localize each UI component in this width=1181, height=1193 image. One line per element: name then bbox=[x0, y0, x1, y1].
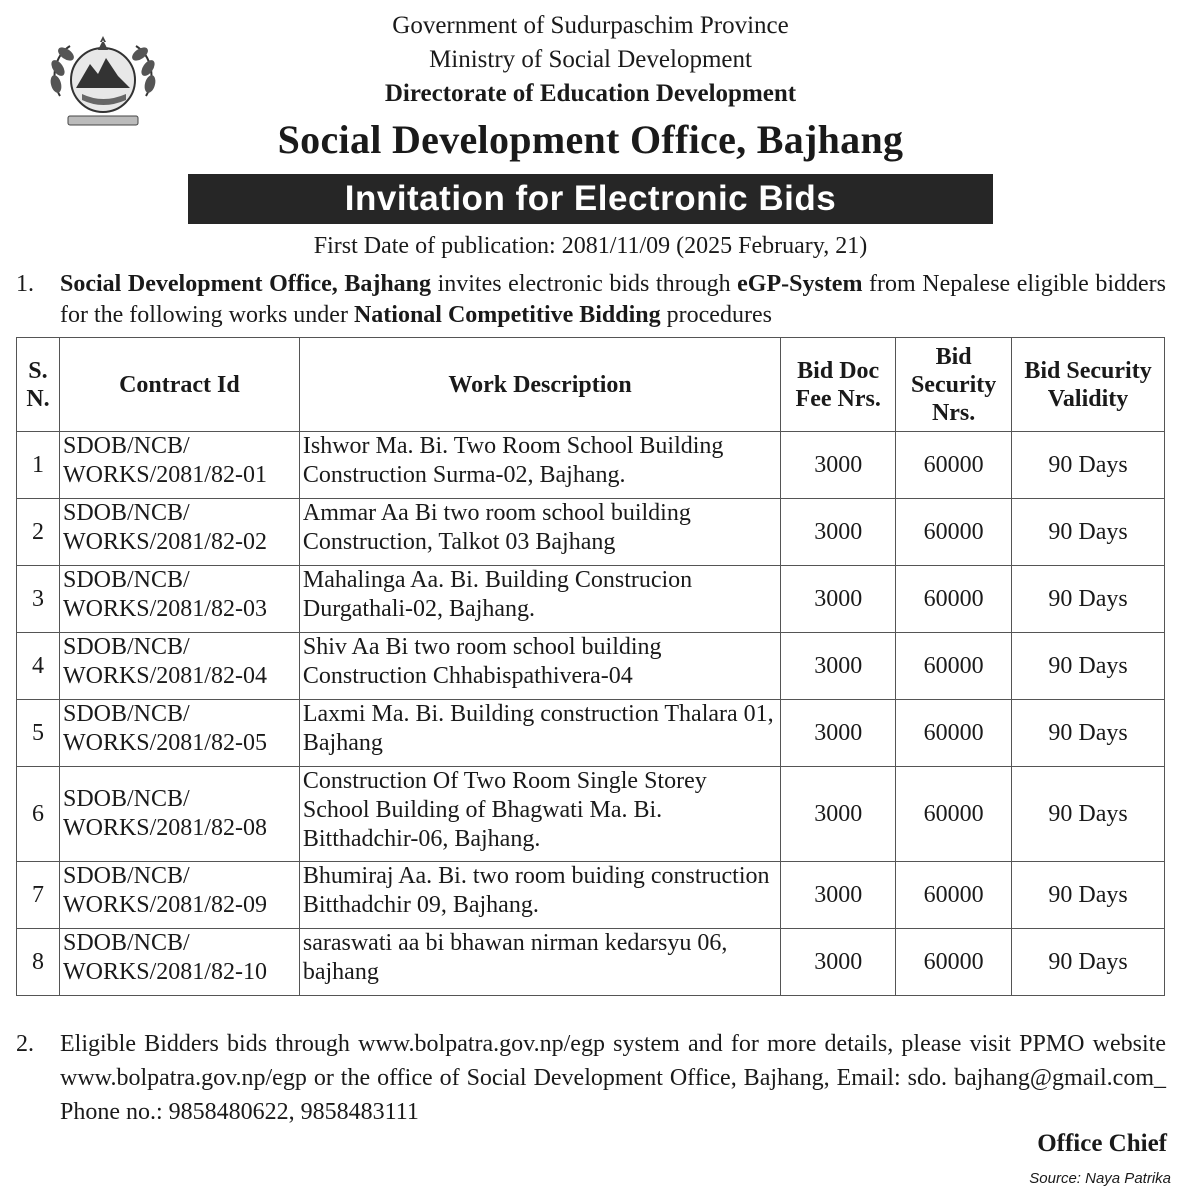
cell-work-description: Construction Of Two Room Single Storey School Building of Bhagwati Ma. Bi. Bitthadchir-06, Bajhang. bbox=[299, 767, 780, 862]
directorate-name: Directorate of Education Development bbox=[384, 80, 797, 107]
cell-bid-doc-fee: 3000 bbox=[781, 432, 896, 499]
cell-validity: 90 Days bbox=[1012, 767, 1165, 862]
cell-bid-doc-fee: 3000 bbox=[781, 767, 896, 862]
cell-bid-doc-fee: 3000 bbox=[781, 700, 896, 767]
cell-work-description: Bhumiraj Aa. Bi. two room buiding construction Bitthadchir 09, Bajhang. bbox=[299, 862, 780, 929]
cell-validity: 90 Days bbox=[1012, 929, 1165, 996]
cell-bid-security: 60000 bbox=[896, 767, 1012, 862]
table-row bbox=[17, 767, 1165, 862]
table-row bbox=[17, 499, 1165, 566]
ministry-name: Ministry of Social Development bbox=[429, 46, 752, 73]
cell-contract-id: SDOB/NCB/ WORKS/2081/82-01 bbox=[59, 432, 299, 499]
ncb-bold: National Competitive Bidding bbox=[353, 302, 661, 328]
cell-bid-security: 60000 bbox=[896, 432, 1012, 499]
invitation-text: procedures bbox=[660, 302, 772, 328]
office-title: Social Development Office, Bajhang bbox=[277, 117, 904, 162]
invitation-text: from Nepalese eligible bidders for the following works under bbox=[60, 271, 1166, 328]
cell-bid-security: 60000 bbox=[896, 862, 1012, 929]
details-text: Eligible Bidders bids through www.bolpatra.gov.np/egp system and for more details, please visit PPMO website www.bolpatra.gov.np/egp or the office of Social Development Office, Bajhang, Email: sdo. bajhang@gmail.com_ Phone no.: 9858480622, 9858483111 bbox=[60, 1031, 1166, 1125]
table-header-row bbox=[17, 338, 1165, 432]
bids-table bbox=[16, 337, 1165, 996]
header-contract-id: Contract Id bbox=[59, 338, 299, 432]
cell-sn: 6 bbox=[17, 767, 60, 862]
notice-banner: Invitation for Electronic Bids bbox=[188, 174, 993, 224]
paragraph-number: 2. bbox=[16, 1031, 34, 1057]
cell-contract-id: SDOB/NCB/ WORKS/2081/82-08 bbox=[59, 767, 299, 862]
cell-work-description: Mahalinga Aa. Bi. Building Construcion Durgathali-02, Bajhang. bbox=[299, 566, 780, 633]
cell-bid-security: 60000 bbox=[896, 499, 1012, 566]
cell-bid-security: 60000 bbox=[896, 633, 1012, 700]
cell-contract-id: SDOB/NCB/ WORKS/2081/82-10 bbox=[59, 929, 299, 996]
cell-contract-id: SDOB/NCB/ WORKS/2081/82-05 bbox=[59, 700, 299, 767]
cell-bid-security: 60000 bbox=[896, 929, 1012, 996]
header-sn: S. N. bbox=[17, 338, 60, 432]
cell-work-description: Ammar Aa Bi two room school building Construction, Talkot 03 Bajhang bbox=[299, 499, 780, 566]
header-bid-doc-fee: Bid Doc Fee Nrs. bbox=[781, 338, 896, 432]
cell-bid-doc-fee: 3000 bbox=[781, 862, 896, 929]
cell-sn: 1 bbox=[17, 432, 60, 499]
cell-validity: 90 Days bbox=[1012, 499, 1165, 566]
egp-system-bold: eGP-System bbox=[737, 271, 863, 297]
cell-sn: 3 bbox=[17, 566, 60, 633]
cell-validity: 90 Days bbox=[1012, 862, 1165, 929]
table-row bbox=[17, 633, 1165, 700]
cell-sn: 5 bbox=[17, 700, 60, 767]
cell-contract-id: SDOB/NCB/ WORKS/2081/82-03 bbox=[59, 566, 299, 633]
cell-work-description: Ishwor Ma. Bi. Two Room School Building Construction Surma-02, Bajhang. bbox=[299, 432, 780, 499]
header-work-description: Work Description bbox=[299, 338, 780, 432]
cell-validity: 90 Days bbox=[1012, 432, 1165, 499]
cell-work-description: Laxmi Ma. Bi. Building construction Thalara 01, Bajhang bbox=[299, 700, 780, 767]
table-row bbox=[17, 566, 1165, 633]
cell-work-description: saraswati aa bi bhawan nirman kedarsyu 06, bajhang bbox=[299, 929, 780, 996]
cell-sn: 8 bbox=[17, 929, 60, 996]
cell-work-description: Shiv Aa Bi two room school building Construction Chhabispathivera-04 bbox=[299, 633, 780, 700]
table-row bbox=[17, 929, 1165, 996]
cell-contract-id: SDOB/NCB/ WORKS/2081/82-02 bbox=[59, 499, 299, 566]
government-name: Government of Sudurpaschim Province bbox=[392, 12, 789, 39]
cell-bid-doc-fee: 3000 bbox=[781, 566, 896, 633]
cell-contract-id: SDOB/NCB/ WORKS/2081/82-09 bbox=[59, 862, 299, 929]
cell-bid-doc-fee: 3000 bbox=[781, 499, 896, 566]
header-bid-security: Bid Security Nrs. bbox=[896, 338, 1012, 432]
header-bid-security-validity: Bid Security Validity bbox=[1012, 338, 1165, 432]
details-paragraph bbox=[16, 1027, 1166, 1129]
cell-sn: 7 bbox=[17, 862, 60, 929]
paragraph-number: 1. bbox=[16, 271, 34, 297]
cell-sn: 2 bbox=[17, 499, 60, 566]
office-name-bold: Social Development Office, Bajhang bbox=[60, 271, 432, 297]
publication-date: First Date of publication: 2081/11/09 (2025 February, 21) bbox=[313, 233, 868, 259]
cell-bid-doc-fee: 3000 bbox=[781, 633, 896, 700]
cell-contract-id: SDOB/NCB/ WORKS/2081/82-04 bbox=[59, 633, 299, 700]
cell-sn: 4 bbox=[17, 633, 60, 700]
cell-bid-security: 60000 bbox=[896, 566, 1012, 633]
signature-office-chief: Office Chief bbox=[1037, 1130, 1167, 1157]
cell-bid-security: 60000 bbox=[896, 700, 1012, 767]
invitation-paragraph bbox=[16, 269, 1166, 331]
cell-validity: 90 Days bbox=[1012, 633, 1165, 700]
table-row bbox=[17, 862, 1165, 929]
cell-validity: 90 Days bbox=[1012, 566, 1165, 633]
cell-validity: 90 Days bbox=[1012, 700, 1165, 767]
table-row bbox=[17, 700, 1165, 767]
table-row bbox=[17, 432, 1165, 499]
cell-bid-doc-fee: 3000 bbox=[781, 929, 896, 996]
invitation-text: invites electronic bids through bbox=[431, 271, 738, 297]
source-credit: Source: Naya Patrika bbox=[1029, 1170, 1171, 1187]
